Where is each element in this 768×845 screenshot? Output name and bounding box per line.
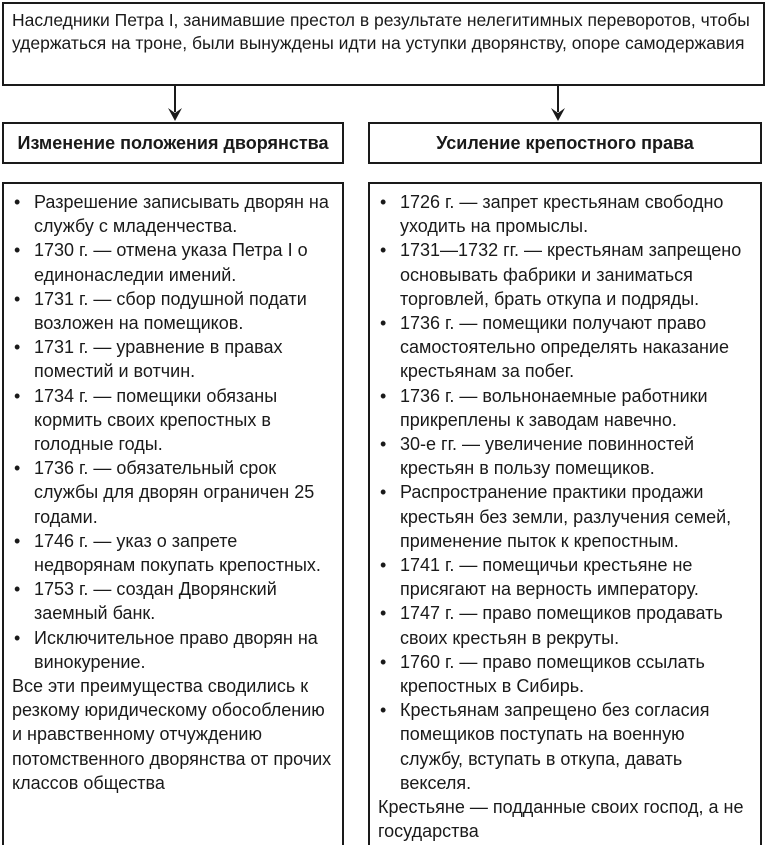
list-item: • 1736 г. — обязательный срок службы для дворян ограничен 25 годами. xyxy=(12,456,334,529)
list-item: • 1726 г. — запрет крестьянам свободно уходить на промыслы. xyxy=(378,190,752,238)
list-item: • 1747 г. — право помещиков продавать своих крестьян в рекруты. xyxy=(378,601,752,649)
list-item: • Исключительное право дворян на винокурение. xyxy=(12,626,334,674)
arrow-left-icon xyxy=(165,86,185,122)
left-column xyxy=(2,182,344,845)
list-item: • Распространение практики продажи крестьян без земли, разлучения семей, применение пыток к крепостным. xyxy=(378,480,752,553)
list-item: • Крестьянам запрещено без согласия помещиков поступать на военную службу, вступать в откупа, давать векселя. xyxy=(378,698,752,795)
intro-text: Наследники Петра I, занимавшие престол в результате нелегитимных переворотов, чтобы удержаться на троне, были вынуждены идти на уступки дворянству, опоре самодержавия xyxy=(12,10,750,53)
intro-box xyxy=(2,2,765,86)
list-item: • Разрешение записывать дворян на службу с младенчества. xyxy=(12,190,334,238)
arrow-right-icon xyxy=(548,86,568,122)
list-item: • 1760 г. — право помещиков ссылать крепостных в Сибирь. xyxy=(378,650,752,698)
left-heading: Изменение положения дворянства xyxy=(17,133,329,153)
list-item: • 1731 г. — сбор подушной подати возложен на помещиков. xyxy=(12,287,334,335)
list-item: • 1736 г. — помещики получают право самостоятельно определять наказание крестьянам за побег. xyxy=(378,311,752,384)
right-heading-box xyxy=(368,122,762,164)
list-item: • 1753 г. — создан Дворянский заемный банк. xyxy=(12,577,334,625)
list-item: • 1734 г. — помещики обязаны кормить своих крепостных в голодные годы. xyxy=(12,384,334,457)
left-note: Все эти преимущества сводились к резкому юридическому обособлению и нравственному отчуждению потомственного дворянства от прочих классов общества xyxy=(12,676,332,793)
list-item: • 1736 г. — вольнонаемные работники прикреплены к заводам навечно. xyxy=(378,384,752,432)
list-item: • 1741 г. — помещичьи крестьяне не присягают на верность императору. xyxy=(378,553,752,601)
list-item: • 30-е гг. — увеличение повинностей крестьян в пользу помещиков. xyxy=(378,432,752,480)
right-note: Крестьяне — подданные своих господ, а не государства xyxy=(378,797,744,842)
right-column xyxy=(368,182,762,845)
right-list xyxy=(378,190,752,795)
list-item: • 1731—1732 гг. — крестьянам запрещено основывать фабрики и заниматься торговлей, брать откупа и подряды. xyxy=(378,238,752,311)
list-item: • 1746 г. — указ о запрете недворянам покупать крепостных. xyxy=(12,529,334,577)
left-heading-box xyxy=(2,122,344,164)
list-item: • 1731 г. — уравнение в правах поместий и вотчин. xyxy=(12,335,334,383)
left-list xyxy=(12,190,334,674)
right-heading: Усиление крепостного права xyxy=(436,133,694,153)
list-item: • 1730 г. — отмена указа Петра I о единонаследии имений. xyxy=(12,238,334,286)
